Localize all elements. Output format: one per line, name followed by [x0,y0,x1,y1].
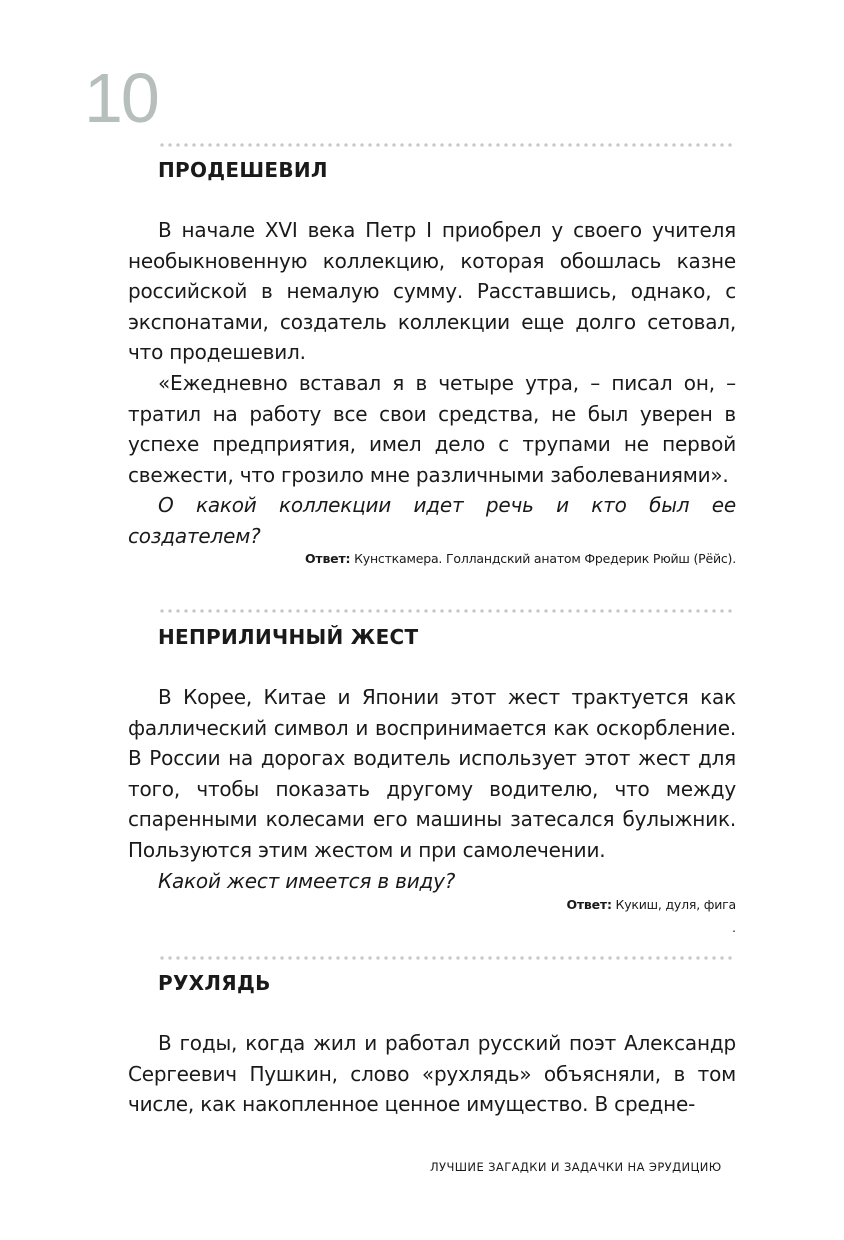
answer-text: Кунсткамера. Голландский анатом Фредерик Рюйш (Рёйс). [350,551,736,566]
question-text: Какой жест имеется в виду? [158,869,456,893]
body-paragraph: В начале XVI века Петр I приобрел у своего учителя необыкновенную коллекцию, которая обошлась казне российской в немалую сумму. Расставшись, однако, с экспонатами, создатель коллекции еще долго сетовал, что продешевил. [128,218,736,364]
section-divider [158,609,736,613]
section-heading: НЕПРИЛИЧНЫЙ ЖЕСТ [158,625,419,649]
body-paragraph: В годы, когда жил и работал русский поэт Александр Сергеевич Пушкин, слово «рухлядь» объясняли, в том числе, как накопленное ценное имущество. В средне- [128,1031,736,1116]
question-text: О какой коллекции идет речь и кто был ее создателем? [128,493,736,548]
answer-text: Кукиш, дуля, фига [611,897,736,912]
body-paragraph: В Корее, Китае и Японии этот жест трактуется как фаллический символ и воспринимается как оскорбление. В России на дорогах водитель использует этот жест для того, чтобы показать другому водителю, что между спаренными колесами его машины затесался булыжник. Пользуются этим жестом и при самолечении. [128,685,736,862]
section-heading: ПРОДЕШЕВИЛ [158,158,328,182]
section-divider [158,956,736,960]
section-heading: РУХЛЯДЬ [158,971,271,995]
section-divider [158,143,736,147]
page-number: 10 [84,59,158,137]
body-paragraph: «Ежедневно вставал я в четыре утра, – писал он, – тратил на работу все свои средства, не был уверен в успехе предприятия, имел дело с трупами не первой свежести, что грозило мне различными заболеваниями». [128,371,736,487]
trailing-mark: . [732,921,736,935]
answer-label: Ответ: [305,551,351,566]
running-footer: ЛУЧШИЕ ЗАГАДКИ И ЗАДАЧКИ НА ЭРУДИЦИЮ [430,1160,722,1174]
answer-line [566,897,736,913]
answer-label: Ответ: [566,897,612,912]
answer-line [305,551,736,567]
